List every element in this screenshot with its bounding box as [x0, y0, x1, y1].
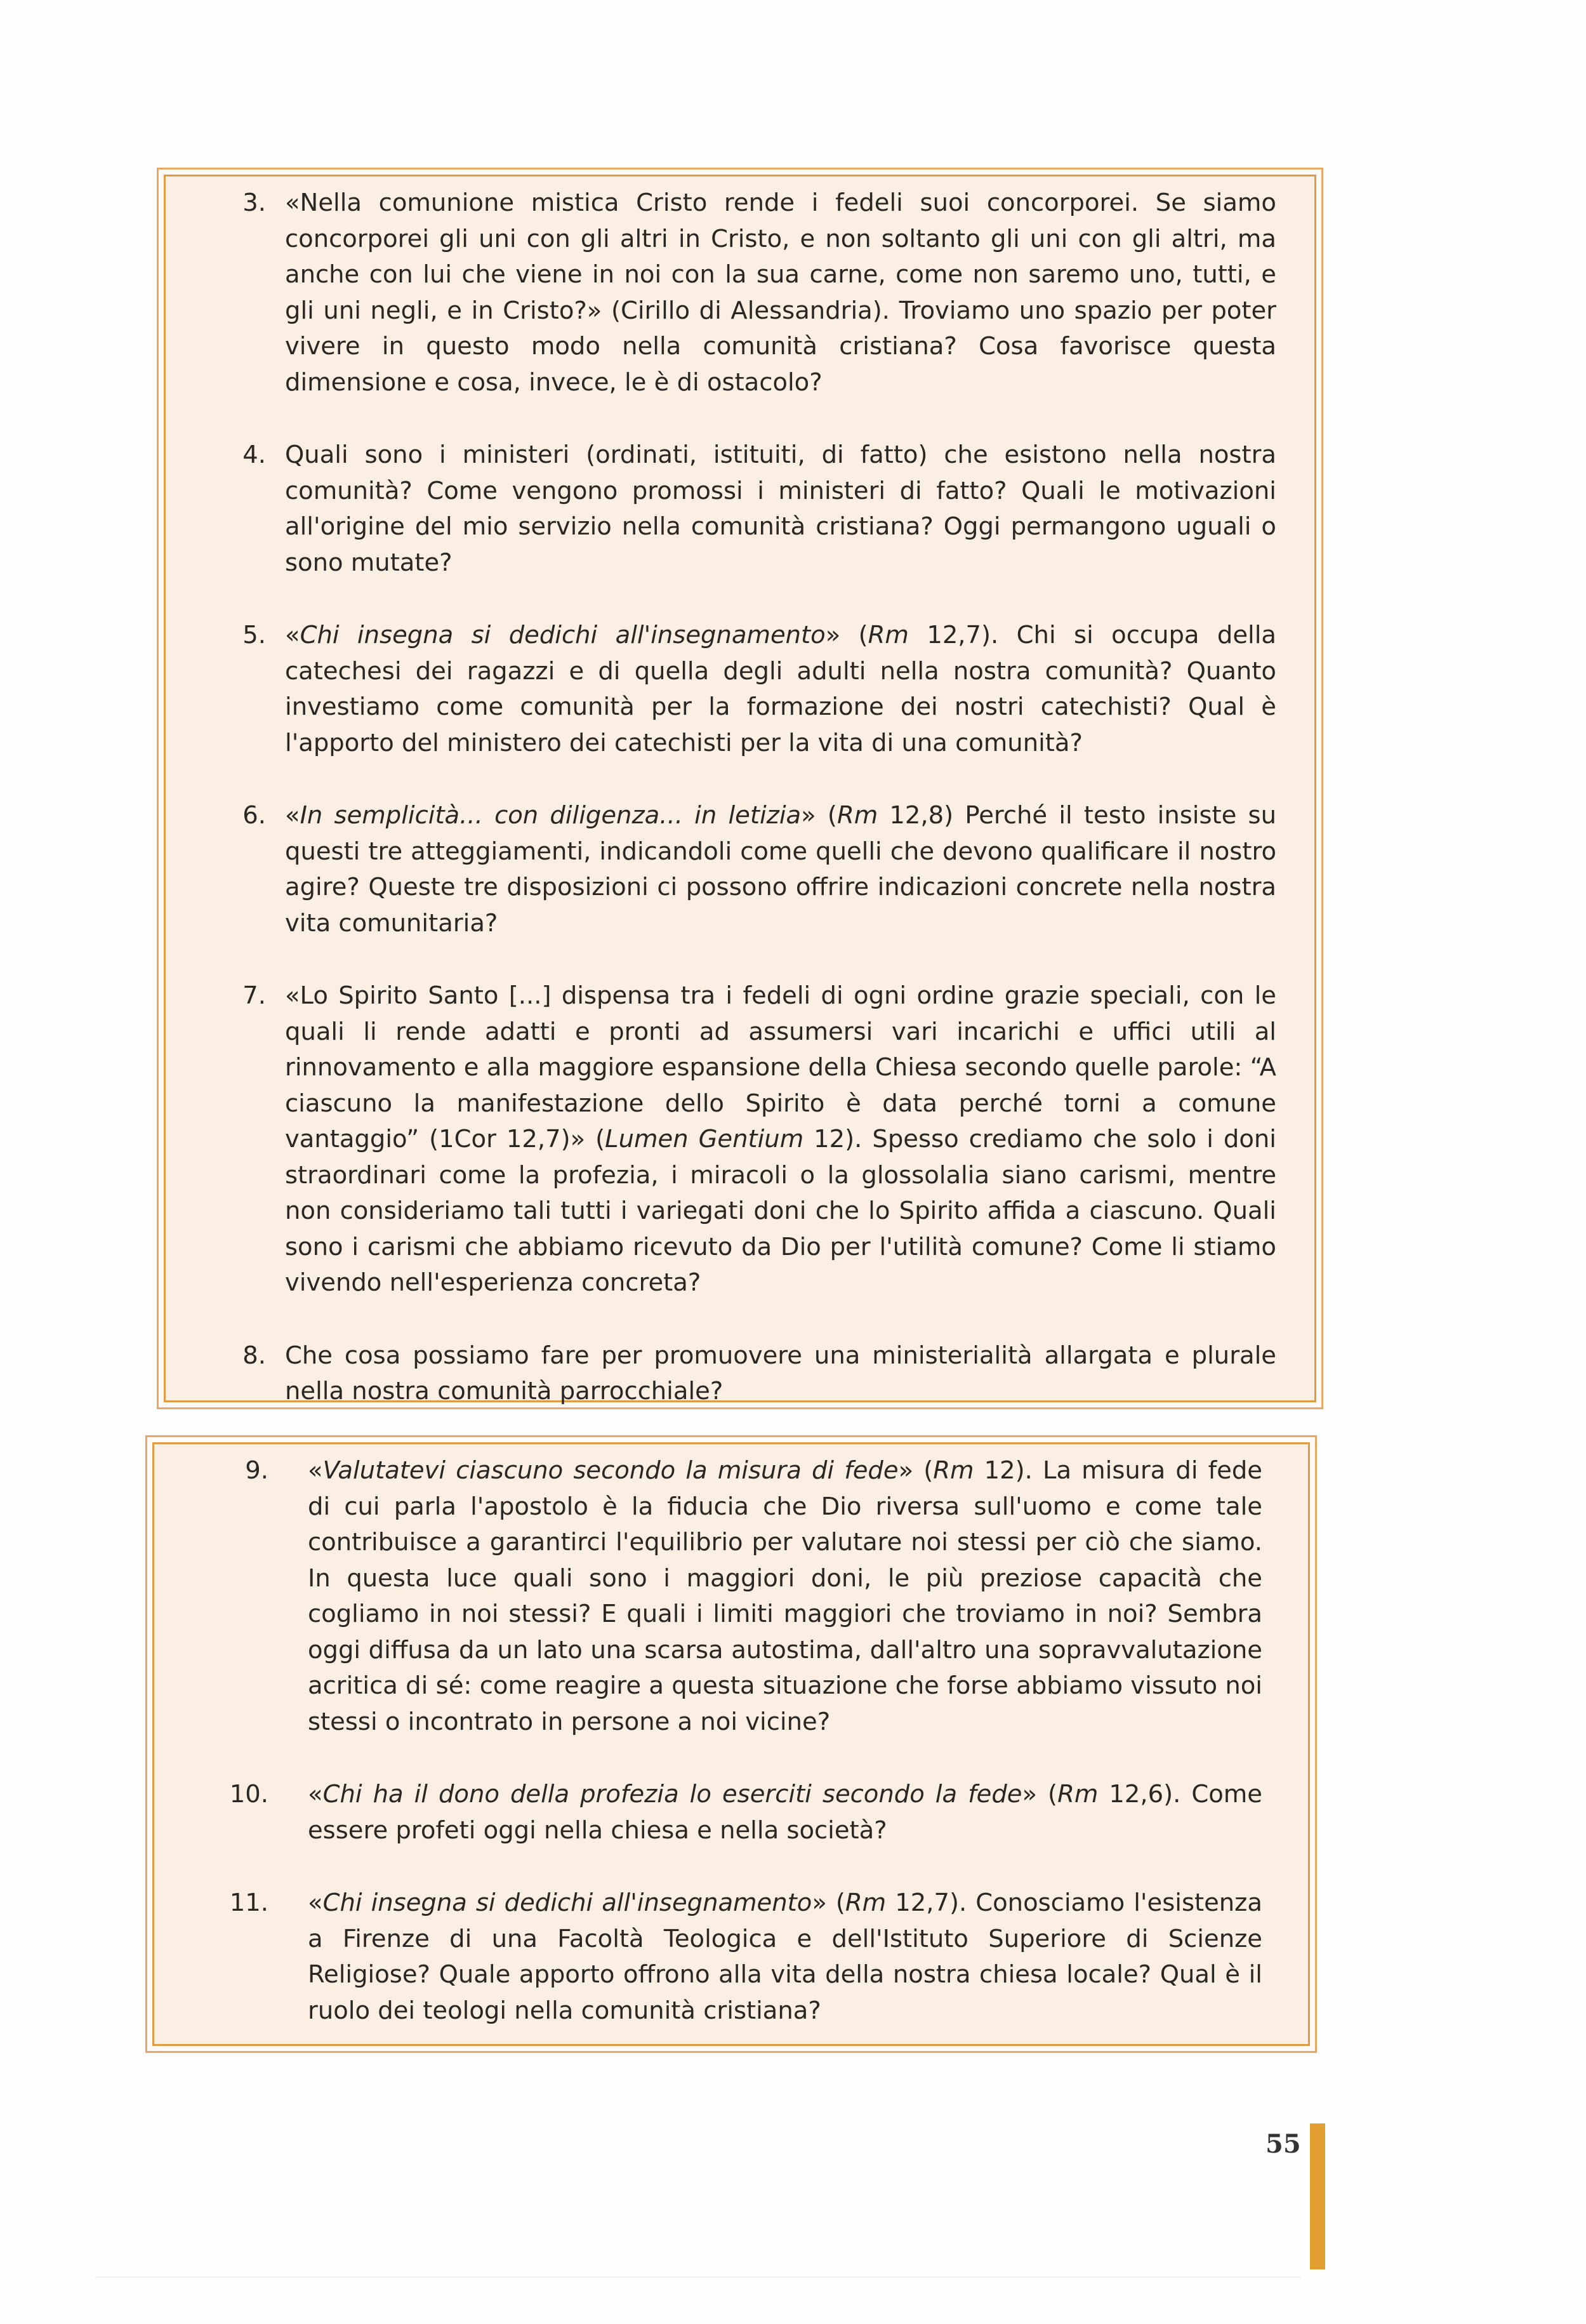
question-text-italic: Lumen Gentium [605, 1125, 804, 1153]
page-number-accent-bar [1310, 2123, 1325, 2269]
question-text [285, 1338, 1276, 1410]
question-text-italic: Rm [1057, 1780, 1099, 1809]
question-text-run: » ( [812, 1889, 845, 1917]
question-text-run: 12,7). Conosciamo l'esistenza a Firenze di una Facoltà Teologica e dell'Istituto Superiore di Scienze Religiose? Quale apporto offrono alla vita della nostra chiesa locale? Qual è il ruolo dei teologi nella comunità cristiana? [308, 1889, 1262, 2025]
question-item [227, 185, 1276, 401]
question-number: 5. [242, 621, 266, 649]
question-text-run: 12). La misura di fede di cui parla l'apostolo è la fiducia che Dio riversa sull'uomo e come tale contribuisce a garantirci l'equilibrio per valutare noi stessi per ciò che siamo. In questa luce quali sono i maggiori doni, le più preziose capacità che cogliamo in noi stessi? E quali i limiti maggiori che troviamo in noi? Sembra oggi diffusa da un lato una scarsa autostima, dall'altro una sopravvalutazione acritica di sé: come reagire a questa situazione che forse abbiamo vissuto noi stessi o incontrato in persone a noi vicine? [308, 1456, 1262, 1736]
question-text-run: » ( [898, 1456, 934, 1485]
question-text [308, 1453, 1262, 1740]
question-text [285, 798, 1276, 941]
question-text-run: 12,6). Come essere profeti oggi nella chiesa e nella società? [308, 1780, 1262, 1845]
question-number: 4. [242, 441, 266, 469]
question-text-run: « [285, 621, 300, 649]
question-text-italic: Rm [933, 1456, 974, 1485]
question-number: 3. [242, 189, 266, 217]
question-text-italic: Chi insegna si dedichi all'insegnamento [322, 1889, 812, 1917]
question-text-italic: Rm [845, 1889, 887, 1917]
question-item [199, 1453, 1262, 1740]
question-text-run: » ( [825, 621, 868, 649]
question-text-italic: Valutatevi ciascuno secondo la misura di fede [322, 1456, 899, 1485]
question-text-run: 12). Spesso crediamo che solo i doni straordinari come la profezia, i miracoli o la glossolalia siano carismi, mentre non consideriamo tali tutti i variegati doni che lo Spirito affida a ciascuno. Quali sono i carismi che abbiamo ricevuto da Dio per l'utilità comune? Come li stiamo vivendo nell'esperienza concreta? [285, 1125, 1276, 1297]
question-item [199, 1885, 1262, 2029]
question-text-run: «Lo Spirito Santo [...] dispensa tra i fedeli di ogni ordine grazie speciali, con le quali li rende adatti e pronti ad assumersi vari incarichi e uffici utili al rinnovamento e alla maggiore espansione della Chiesa secondo quelle parole: “A ciascuno la manifestazione dello Spirito è data perché torni a comune vantaggio” (1Cor 12,7)» ( [285, 981, 1276, 1153]
question-item [227, 1338, 1276, 1410]
question-text [285, 185, 1276, 401]
question-text [285, 437, 1276, 581]
bottom-rule [95, 2276, 1301, 2278]
question-item [227, 437, 1276, 581]
page-number: 55 [1265, 2129, 1301, 2159]
questions-box-2 [152, 1442, 1310, 2046]
question-text-run: Che cosa possiamo fare per promuovere una ministerialità allargata e plurale nella nostra comunità parrocchiale? [285, 1341, 1276, 1405]
question-text-italic: Rm [868, 621, 909, 649]
question-text-run: « [308, 1889, 323, 1917]
question-text-run: 12,8) Perché il testo insiste su questi tre atteggiamenti, indicandoli come quelli che devono qualificare il nostro agire? Queste tre disposizioni ci possono offrire indicazioni concrete nella nostra vita comunitaria? [285, 801, 1276, 938]
question-text-run: « [308, 1456, 323, 1485]
question-text [308, 1777, 1262, 1849]
question-text [285, 978, 1276, 1301]
question-text-run: « [285, 801, 300, 830]
question-text-italic: In semplicità... con diligenza... in letizia [300, 801, 802, 830]
question-text-run: » ( [801, 801, 837, 830]
question-text-run: 12,7). Chi si occupa della catechesi dei ragazzi e di quella degli adulti nella nostra comunità? Quanto investiamo come comunità per la formazione dei nostri catechisti? Qual è l'apporto del ministero dei catechisti per la vita di una comunità? [285, 621, 1276, 757]
question-text-italic: Chi insegna si dedichi all'insegnamento [300, 621, 826, 649]
question-text [285, 618, 1276, 761]
question-number: 10. [229, 1780, 268, 1809]
question-item [227, 978, 1276, 1301]
question-number: 6. [242, 801, 266, 830]
question-text-run: » ( [1022, 1780, 1058, 1809]
question-number: 7. [242, 981, 266, 1010]
question-number: 9. [245, 1456, 268, 1485]
question-text [308, 1885, 1262, 2029]
question-number: 8. [242, 1341, 266, 1370]
question-text-italic: Chi ha il dono della profezia lo eserciti secondo la fede [322, 1780, 1022, 1809]
question-text-run: « [308, 1780, 323, 1809]
question-text-run: Quali sono i ministeri (ordinati, istituiti, di fatto) che esistono nella nostra comunità? Come vengono promossi i ministeri di fatto? Quali le motivazioni all'origine del mio servizio nella comunità cristiana? Oggi permangono uguali o sono mutate? [285, 441, 1276, 577]
question-text-run: «Nella comunione mistica Cristo rende i fedeli suoi concorporei. Se siamo concorporei gli uni con gli altri in Cristo, e non soltanto gli uni con gli altri, ma anche con lui che viene in noi con la sua carne, come non saremo uno, tutti, e gli uni negli, e in Cristo?» (Cirillo di Alessandria). Troviamo uno spazio per poter vivere in questo modo nella comunità cristiana? Cosa favorisce questa dimensione e cosa, invece, le è di ostacolo? [285, 189, 1276, 397]
question-number: 11. [229, 1889, 268, 1917]
question-item [227, 618, 1276, 761]
questions-box-1 [164, 175, 1316, 1405]
question-item [227, 798, 1276, 941]
question-text-italic: Rm [836, 801, 878, 830]
question-item [199, 1777, 1262, 1849]
